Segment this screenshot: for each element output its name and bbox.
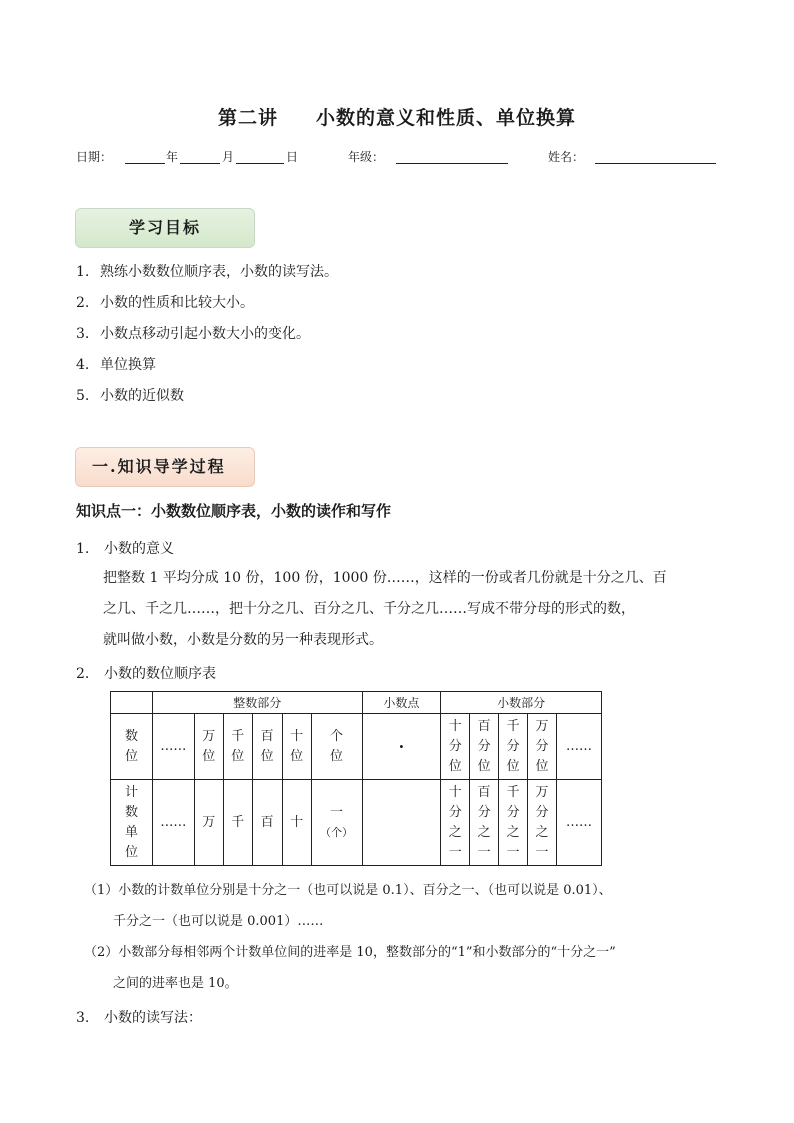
note-2-line-2: 之间的进率也是 10。 [113, 976, 238, 991]
table-cell: …… [152, 714, 194, 780]
row-label: 数 位 [111, 714, 153, 780]
table-cell: 千 分 之 一 [499, 780, 528, 866]
item-2-heading: 2. 小数的数位顺序表 [76, 666, 216, 682]
page-title [0, 103, 794, 130]
goal-item: 5. 小数的近似数 [76, 388, 184, 404]
table-header-row [111, 692, 602, 714]
decimal-point-empty-cell [362, 780, 441, 866]
table-cell: 万 位 [194, 714, 223, 780]
day-label: 日 [286, 150, 299, 164]
note-1-line-1: （1）小数的计数单位分别是十分之一（也可以说是 0.1）、百分之一、（也可以说是 0.01）、 [84, 883, 612, 898]
table-cell: 千 分 位 [499, 714, 528, 780]
knowledge-process-header: 一.知识导学过程 [75, 447, 255, 487]
table-cell: …… [152, 780, 194, 866]
name-blank[interactable] [595, 163, 716, 164]
learning-goals-header: 学习目标 [75, 208, 255, 248]
lecture-topic: 小数的意义和性质、单位换算 [316, 107, 577, 129]
goal-item: 4. 单位换算 [76, 357, 156, 373]
goals-list [76, 258, 338, 413]
table-cell: 百 分 之 一 [470, 780, 499, 866]
row-label: 计 数 单 位 [111, 780, 153, 866]
decimal-meaning-paragraph: 把整数 1 平均分成 10 份，100 份，1000 份……，这样的一份或者几份就是十分之几、百 之几、千之几……，把十分之几、百分之几、千分之几……写成不带分母的形式的数， 就叫做小数，小数是分数的另一种表现形式。 [103, 570, 667, 648]
month-blank[interactable] [180, 163, 220, 164]
table-cell: 千 [223, 780, 252, 866]
table-cell: 十 分 之 一 [441, 780, 470, 866]
decimal-part-header: 小数部分 [441, 692, 602, 714]
year-blank[interactable] [125, 163, 165, 164]
table-cell: 百 [252, 780, 282, 866]
table-cell: 百 位 [252, 714, 282, 780]
info-line [76, 148, 736, 168]
month-label: 月 [222, 150, 235, 164]
decimal-point-cell: · [362, 714, 441, 780]
year-label: 年 [166, 150, 179, 164]
table-cell: 一 （个） [311, 780, 362, 866]
goal-item: 2. 小数的性质和比较大小。 [76, 295, 254, 311]
lecture-number: 第二讲 [217, 107, 278, 129]
item-3-heading: 3. 小数的读写法： [76, 1010, 202, 1026]
integer-part-header: 整数部分 [152, 692, 362, 714]
name-label: 姓名： [548, 150, 585, 164]
table-cell: 十 位 [282, 714, 311, 780]
item-1-heading: 1. 小数的意义 [76, 541, 174, 557]
table-cell: 十 [282, 780, 311, 866]
table-cell: …… [557, 714, 602, 780]
table-row-place [111, 714, 602, 780]
table-cell: 万 [194, 780, 223, 866]
header-corner [111, 692, 153, 714]
knowledge-point-title: 知识点一：小数数位顺序表，小数的读作和写作 [76, 502, 392, 520]
table-cell: 万 分 之 一 [528, 780, 557, 866]
point-header: 小数点 [362, 692, 441, 714]
table-cell: 万 分 位 [528, 714, 557, 780]
goal-item: 1. 熟练小数数位顺序表，小数的读写法。 [76, 264, 338, 280]
grade-blank[interactable] [396, 163, 508, 164]
day-blank[interactable] [236, 163, 284, 164]
grade-label: 年级： [348, 150, 385, 164]
table-cell: 个 位 [311, 714, 362, 780]
table-row-unit [111, 780, 602, 866]
table-cell: …… [557, 780, 602, 866]
table-cell: 十 分 位 [441, 714, 470, 780]
note-2-line-1: （2）小数部分每相邻两个计数单位间的进率是 10，整数部分的“1”和小数部分的“十分之一” [84, 945, 616, 960]
table-cell: 千 位 [223, 714, 252, 780]
place-value-table [110, 691, 602, 866]
date-label: 日期： [76, 150, 113, 164]
note-1-line-2: 千分之一（也可以说是 0.001）…… [113, 914, 324, 929]
table-cell: 百 分 位 [470, 714, 499, 780]
goal-item: 3. 小数点移动引起小数大小的变化。 [76, 326, 310, 342]
